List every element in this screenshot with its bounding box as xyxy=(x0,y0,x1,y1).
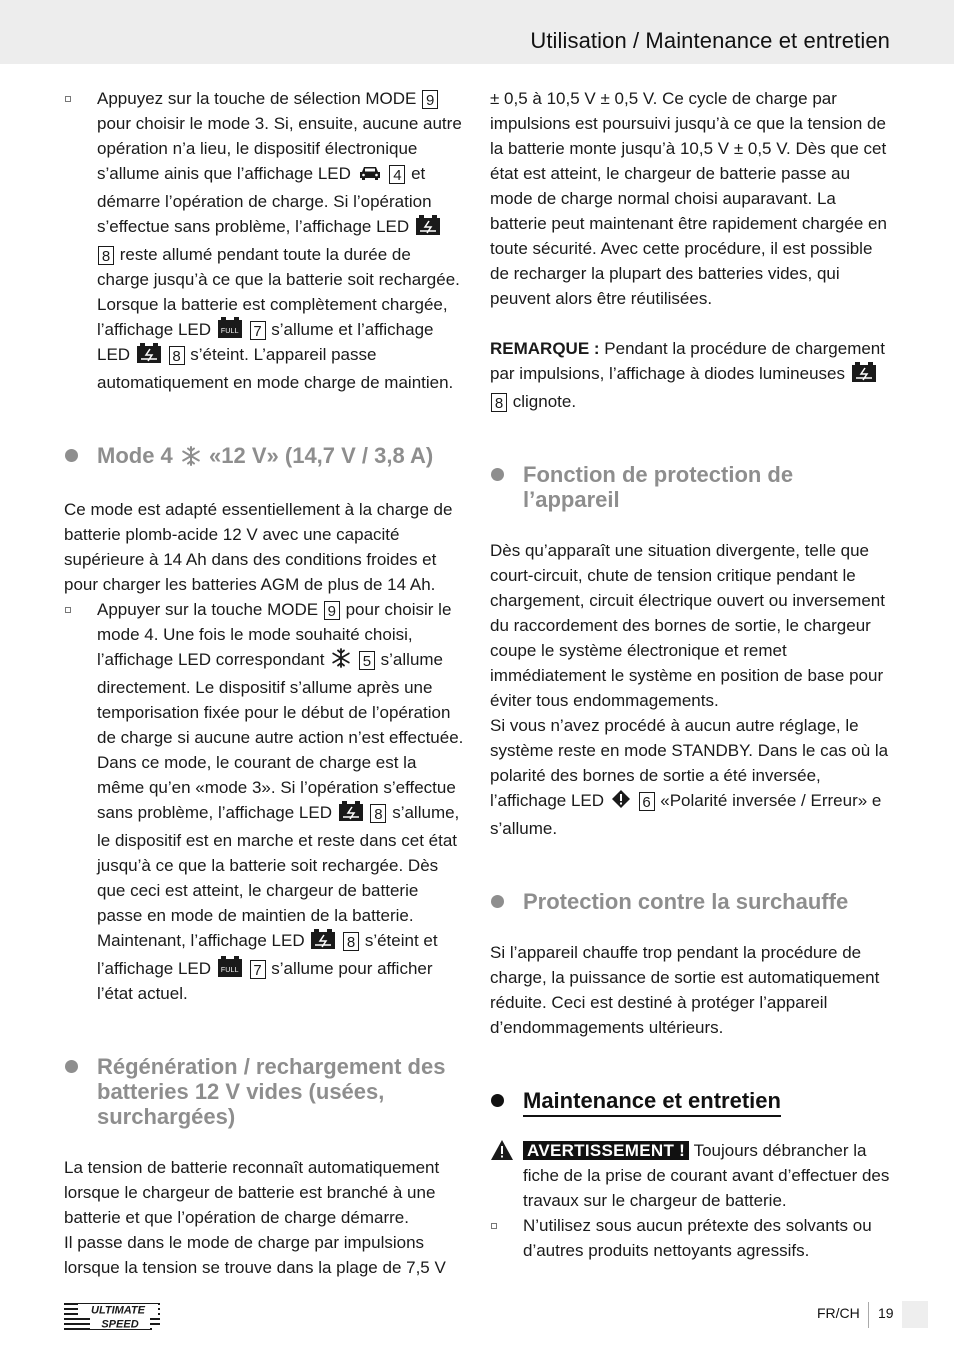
paragraph: Il passe dans le mode de charge par impulsions lorsque la tension se trouve dans la plage de 7,5 V xyxy=(64,1233,446,1277)
ref-box-snow: 5 xyxy=(359,651,375,670)
section-heading-maintenance: Maintenance et entretien xyxy=(490,1088,892,1113)
heading-bullet-icon xyxy=(491,895,504,908)
ref-box-charging: 8 xyxy=(98,246,114,265)
paragraph: Ce mode est adapté essentiellement à la charge de batterie plomb-acide 12 V avec une capacité supérieure à 14 Ah dans des conditions froides et pour charger les batteries AGM de plus de 14 Ah. xyxy=(64,500,453,594)
svg-text:ULTIMATE: ULTIMATE xyxy=(91,1304,145,1317)
ref-box-charging: 8 xyxy=(370,804,386,823)
battery-charging-icon xyxy=(311,929,335,956)
footer-tab xyxy=(902,1301,928,1328)
battery-charging-icon xyxy=(137,343,161,370)
bullet-square-icon xyxy=(65,607,71,613)
diamond-error-icon xyxy=(611,789,631,816)
bullet-square-icon xyxy=(65,96,71,102)
footer-divider xyxy=(868,1302,869,1328)
ref-box-mode: 9 xyxy=(324,601,340,620)
ref-box-full: 7 xyxy=(250,321,266,340)
heading-bullet-icon xyxy=(491,468,504,481)
left-column xyxy=(64,86,464,1280)
page-title: Utilisation / Maintenance et entretien xyxy=(530,28,890,53)
language-code: FR/CH xyxy=(817,1305,860,1321)
section-heading-overheat: Protection contre la surchauffe xyxy=(490,889,892,914)
warning-notice: AVERTISSEMENT ! Toujours débrancher la fiche de la prise de courant avant d’effectuer des travaux sur le chargeur de batterie. xyxy=(490,1138,892,1213)
ref-box-mode: 9 xyxy=(422,90,438,109)
warning-triangle-icon xyxy=(491,1140,513,1167)
paragraph: Si l’appareil chauffe trop pendant la procédure de charge, la puissance de sortie est automatiquement réduite. Ceci est destiné à protéger l’appareil d’endommagements ultérieurs. xyxy=(490,943,880,1037)
heading-bullet-icon xyxy=(491,1094,504,1107)
note-label: REMARQUE : xyxy=(490,339,600,358)
ref-box-charging: 8 xyxy=(491,393,507,412)
paragraph: La tension de batterie reconnaît automatiquement lorsque le chargeur de batterie est branché à une batterie et que l’opération de charge démarre. xyxy=(64,1158,440,1227)
note-paragraph: REMARQUE : Pendant la procédure de chargement par impulsions, l’affichage à diodes lumineuses 8 clignote. xyxy=(490,339,885,412)
ref-box-car: 4 xyxy=(389,165,405,184)
snowflake-icon xyxy=(181,446,201,471)
svg-text:SPEED: SPEED xyxy=(101,1318,139,1331)
warning-badge: AVERTISSEMENT ! xyxy=(523,1141,689,1160)
list-item-mode3: Appuyez sur la touche de sélection MODE 9 pour choisir le mode 3. Si, ensuite, aucune autre opération n’a lieu, le dispositif électronique s’allume ainis que l’affichage LED 4 et démarre l’opération de charge. Si l’opération s’effectue sans problème, l’affichage LED 8 reste allumé pendant toute la durée de charge jusqu’à ce que la batterie soit rechargée. Lorsque la batterie est complètement chargée, l’affichage LED FULL 7 s’allume et l’affichage LED 8 s’éteint. L’appareil passe automatiquement en mode charge de maintien. xyxy=(64,86,464,395)
battery-charging-icon xyxy=(852,362,876,389)
ref-box-charging: 8 xyxy=(169,346,185,365)
section-heading-mode4: Mode 4 «12 V» (14,7 V / 3,8 A) xyxy=(64,443,464,471)
ref-box-charging: 8 xyxy=(343,932,359,951)
battery-charging-icon xyxy=(339,801,363,828)
list-item-solvents: N’utilisez sous aucun prétexte des solvants ou d’autres produits nettoyants agressifs. xyxy=(490,1213,892,1263)
heading-bullet-icon xyxy=(65,449,78,462)
paragraph: Dès qu’apparaît une situation divergente, telle que court-circuit, chute de tension critique pendant le chargement, circuit électrique ouvert ou inversement du raccordement des bornes de sortie, le chargeur coupe le système électronique et remet immédiatement le système en position de base pour éviter tous endommagements. xyxy=(490,541,885,710)
right-column xyxy=(490,86,892,1263)
paragraph: ± 0,5 à 10,5 V ± 0,5 V. Ce cycle de charge par impulsions est poursuivi jusqu’à ce que la tension de la batterie monte jusqu’à 10,5 V ± 0,5 V. Dès que cet état est atteint, le chargeur de batterie passe au mode de charge normal choisi auparavant. La batterie peut maintenant être rapidement chargée en toute sécurité. Avec cette procédure, il est possible de recharger la plupart des batteries vides, qui peuvent alors être réutilisées. xyxy=(490,89,887,308)
car-icon xyxy=(358,164,382,189)
battery-full-icon: FULL xyxy=(218,959,242,977)
battery-full-icon: FULL xyxy=(218,320,242,338)
snowflake-icon xyxy=(331,648,351,675)
brand-logo xyxy=(64,1301,162,1336)
ref-box-error: 6 xyxy=(639,792,655,811)
list-item-mode4: Appuyer sur la touche MODE 9 pour choisir le mode 4. Une fois le mode souhaité choisi, l’affichage LED correspondant 5 s’allume directement. Le dispositif s’allume après une temporisation fixée pour le début de l’opération de charge si aucune autre action n’est effectuée. Dans ce mode, le courant de charge est la même qu’en «mode 3». Si l’opération s’effectue sans problème, l’affichage LED 8 s’allume, le dispositif est en marche et reste dans cet état jusqu’à ce que la batterie soit rechargée. Dès que ceci est atteint, le chargeur de batterie passe en mode de maintien de la batterie. Maintenant, l’affichage LED 8 s’éteint et l’affichage LED FULL 7 s’allume pour afficher l’état actuel. xyxy=(64,597,464,1006)
ref-box-full: 7 xyxy=(250,960,266,979)
battery-charging-icon xyxy=(416,215,440,242)
paragraph: Si vous n’avez procédé à aucun autre réglage, le système reste en mode STANDBY. Dans le cas où la polarité des bornes de sortie a été inversée, l’affichage LED 6 «Polarité inversée / Erreur» e s’allume. xyxy=(490,716,889,838)
bullet-square-icon xyxy=(491,1223,497,1229)
section-heading-regeneration: Régénération / rechargement des batteries 12 V vides (usées, surchargées) xyxy=(64,1054,464,1129)
page-number: 19 xyxy=(878,1305,894,1321)
section-heading-protection: Fonction de protection de l’appareil xyxy=(490,462,892,512)
heading-bullet-icon xyxy=(65,1060,78,1073)
